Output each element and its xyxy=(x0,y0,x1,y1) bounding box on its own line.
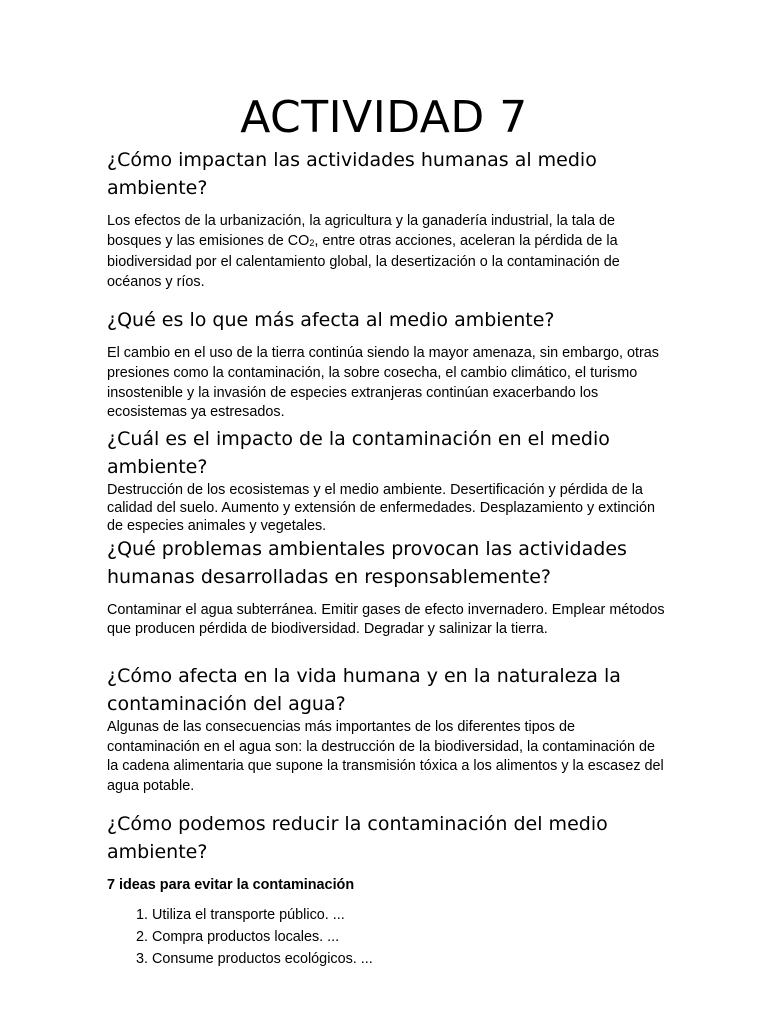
question-4: ¿Qué problemas ambientales provocan las actividades humanas desarrolladas en responsablemente? xyxy=(107,537,627,588)
ideas-subheading: 7 ideas para evitar la contaminación xyxy=(107,877,355,894)
answer-5: Algunas de las consecuencias más importantes de los diferentes tipos de contaminación en el agua son: la destrucción de la biodiversidad, la contaminación de la cadena alimentaria que supone la transmisión tóxica a los alimentos y la escasez del agua potable. xyxy=(107,718,664,794)
question-6: ¿Cómo podemos reducir la contaminación del medio ambiente? xyxy=(107,813,608,864)
answer-2: El cambio en el uso de la tierra continúa siendo la mayor amenaza, sin embargo, otras presiones como la contaminación, la sobre cosecha, el cambio climático, el turismo insostenible y la invasión de especies extranjeras continúan exacerbando los ecosistemas ya estresados. xyxy=(107,345,659,421)
question-1: ¿Cómo impactan las actividades humanas al medio ambiente? xyxy=(107,149,597,199)
answer-3: Destrucción de los ecosistemas y el medio ambiente. Desertificación y pérdida de la calidad del suelo. Aumento y extensión de enfermedades. Desplazamiento y extinción de especies animales y vegetales. xyxy=(107,481,655,534)
list-item: 3. Consume productos ecológicos. ... xyxy=(152,948,667,970)
ideas-list xyxy=(107,904,667,970)
question-5: ¿Cómo afecta en la vida humana y en la naturaleza la contaminación del agua? xyxy=(107,664,621,715)
list-item: 1. Utiliza el transporte público. ... xyxy=(152,904,667,926)
question-3: ¿Cuál es el impacto de la contaminación en el medio ambiente? xyxy=(107,427,610,478)
answer-4: Contaminar el agua subterránea. Emitir gases de efecto invernadero. Emplear métodos que producen pérdida de biodiversidad. Degradar y salinizar la tierra. xyxy=(107,601,665,638)
document-body xyxy=(107,146,667,970)
answer-1: Los efectos de la urbanización, la agricultura y la ganadería industrial, la tala de bosques y las emisiones de $CO_2$, entre otras acciones, aceleran la pérdida de la biodiversidad por el calentamiento global, la desertización o la contaminación de océanos y ríos. xyxy=(107,213,620,290)
question-2: ¿Qué es lo que más afecta al medio ambiente? xyxy=(107,309,555,332)
co2-subscript: 2 xyxy=(309,237,315,248)
list-item: 2. Compra productos locales. ... xyxy=(152,926,667,948)
document-title: ACTIVIDAD 7 xyxy=(240,92,528,143)
